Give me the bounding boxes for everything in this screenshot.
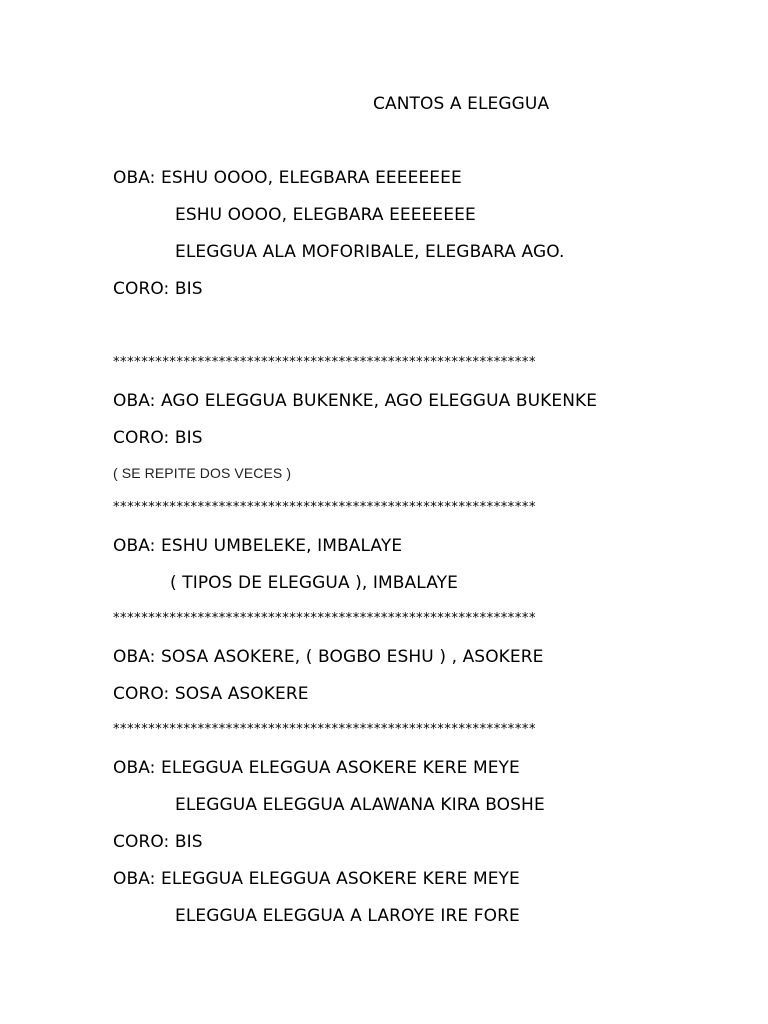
- song-line: ELEGGUA ELEGGUA ALAWANA KIRA BOSHE: [175, 795, 545, 815]
- chorus-line: CORO: BIS: [113, 279, 203, 299]
- chorus-line: CORO: BIS: [113, 428, 203, 448]
- separator: ************************************************************: [113, 722, 536, 737]
- separator: ************************************************************: [113, 500, 536, 515]
- song-line: ESHU OOOO, ELEGBARA EEEEEEEE: [175, 205, 476, 225]
- document-title: CANTOS A ELEGGUA: [373, 94, 550, 114]
- song-line: OBA: AGO ELEGGUA BUKENKE, AGO ELEGGUA BUKENKE: [113, 391, 598, 411]
- song-line: OBA: ELEGGUA ELEGGUA ASOKERE KERE MEYE: [113, 758, 520, 778]
- song-line: ELEGGUA ALA MOFORIBALE, ELEGBARA AGO.: [175, 242, 565, 262]
- song-line: ( TIPOS DE ELEGGUA ), IMBALAYE: [170, 573, 458, 593]
- song-line: OBA: ELEGGUA ELEGGUA ASOKERE KERE MEYE: [113, 869, 520, 889]
- chorus-line: CORO: SOSA ASOKERE: [113, 684, 309, 704]
- song-line: OBA: ESHU OOOO, ELEGBARA EEEEEEEE: [113, 168, 462, 188]
- separator: ************************************************************: [113, 611, 536, 626]
- separator: ************************************************************: [113, 355, 536, 370]
- song-line: OBA: ESHU UMBELEKE, IMBALAYE: [113, 536, 403, 556]
- song-line: OBA: SOSA ASOKERE, ( BOGBO ESHU ) , ASOKERE: [113, 647, 544, 667]
- chorus-line: CORO: BIS: [113, 832, 203, 852]
- song-line: ELEGGUA ELEGGUA A LAROYE IRE FORE: [175, 906, 520, 926]
- note-line: ( SE REPITE DOS VECES ): [113, 465, 292, 481]
